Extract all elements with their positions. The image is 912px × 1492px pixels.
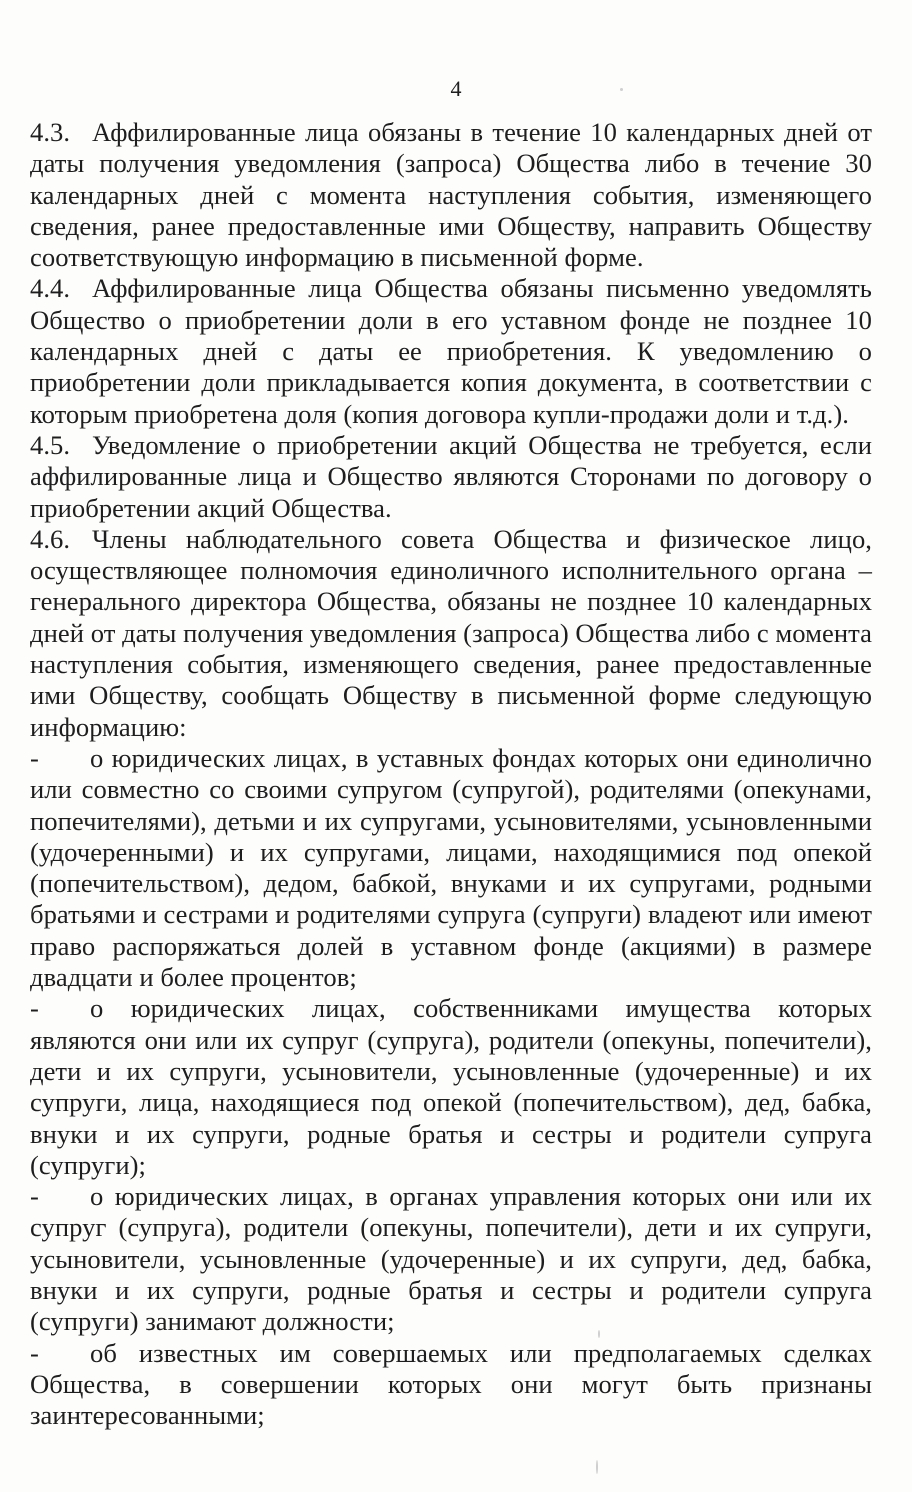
list-item bbox=[30, 1181, 872, 1337]
scan-speck bbox=[598, 1330, 600, 1338]
paragraph-text: Аффилированные лица Общества обязаны письменно уведомлять Общество о приобретении доли в его уставном фонде не позднее 10 календарных дней с даты ее приобретения. К уведомлению о приобретении доли прикладывается копия документа, в соответствии с которым приобретена доля (копия договора купли-продажи доли и т.д.). bbox=[30, 273, 872, 429]
list-item-text: о юридических лицах, в органах управления которых они или их супруг (супруга), родители (опекуны, попечители), дети и их супруги, усыновители, усыновленные (удочеренные) и их супруги, дед, бабка, внуки и их супруги, родные братья и сестры и родители супруга (супруги) занимают должности; bbox=[30, 1181, 872, 1337]
paragraph-4-4 bbox=[30, 273, 872, 429]
paragraph-number: 4.5. bbox=[30, 429, 71, 460]
paragraph-text: Уведомление о приобретении акций Общества не требуется, если аффилированные лица и Общество являются Сторонами по договору о приобретении акций Общества. bbox=[30, 429, 872, 523]
list-item bbox=[30, 993, 872, 1181]
list-marker: - bbox=[30, 1181, 39, 1212]
scan-speck bbox=[620, 88, 623, 91]
paragraph-number: 4.4. bbox=[30, 273, 71, 304]
list-item-text: об известных им совершаемых или предполагаемых сделках Общества, в совершении которых они могут быть признаны заинтересованными; bbox=[30, 1337, 872, 1431]
list-marker: - bbox=[30, 1337, 39, 1368]
scan-speck bbox=[596, 1460, 598, 1474]
paragraph-text: Члены наблюдательного совета Общества и физическое лицо, осуществляющее полномочия единоличного исполнительного органа – генерального директора Общества, обязаны не позднее 10 календарных дней от даты получения уведомления (запроса) Общества либо с момента наступления события, изменяющего сведения, ранее предоставленные ими Обществу, сообщать Обществу в письменной форме следующую информацию: bbox=[30, 523, 872, 742]
list-marker: - bbox=[30, 993, 39, 1024]
paragraph-text: Аффилированные лица обязаны в течение 10 календарных дней от даты получения уведомления (запроса) Общества либо в течение 30 календарных дней с момента наступления события, изменяющего сведения, ранее предоставленные ими Обществу, направить Обществу соответствующую информацию в письменной форме. bbox=[30, 117, 872, 273]
list-item-text: о юридических лицах, собственниками имущества которых являются они или их супруг (супруга), родители (опекуны, попечители), дети и их супруги, усыновители, усыновленные (удочеренные) и их супруги, лица, находящиеся под опекой (попечительством), дед, бабка, внуки и их супруги, родные братья и сестры и родители супруга (супруги); bbox=[30, 993, 872, 1180]
paragraph-4-3 bbox=[30, 117, 872, 273]
paragraph-number: 4.3. bbox=[30, 117, 71, 147]
list-item-text: о юридических лицах, в уставных фондах которых они единолично или совместно со своими супругом (супругой), родителями (опекунами, попечителями), детьми и их супругами, усыновителями, усыновленными (удочеренными) и их супругами, лицами, находящимися под опекой (попечительством), дедом, бабкой, внуками и их супругами, родными братьями и сестрами и родителями супруга (супруги) владеют или имеют право распоряжаться долей в уставном фонде (акциями) в размере двадцати и более процентов; bbox=[30, 742, 872, 993]
list-marker: - bbox=[30, 742, 39, 773]
list-item bbox=[30, 1338, 872, 1432]
page-number: 4 bbox=[450, 76, 462, 101]
list-item bbox=[30, 743, 872, 993]
paragraph-4-5 bbox=[30, 430, 872, 524]
paragraph-4-6 bbox=[30, 524, 872, 743]
paragraph-number: 4.6. bbox=[30, 523, 71, 554]
